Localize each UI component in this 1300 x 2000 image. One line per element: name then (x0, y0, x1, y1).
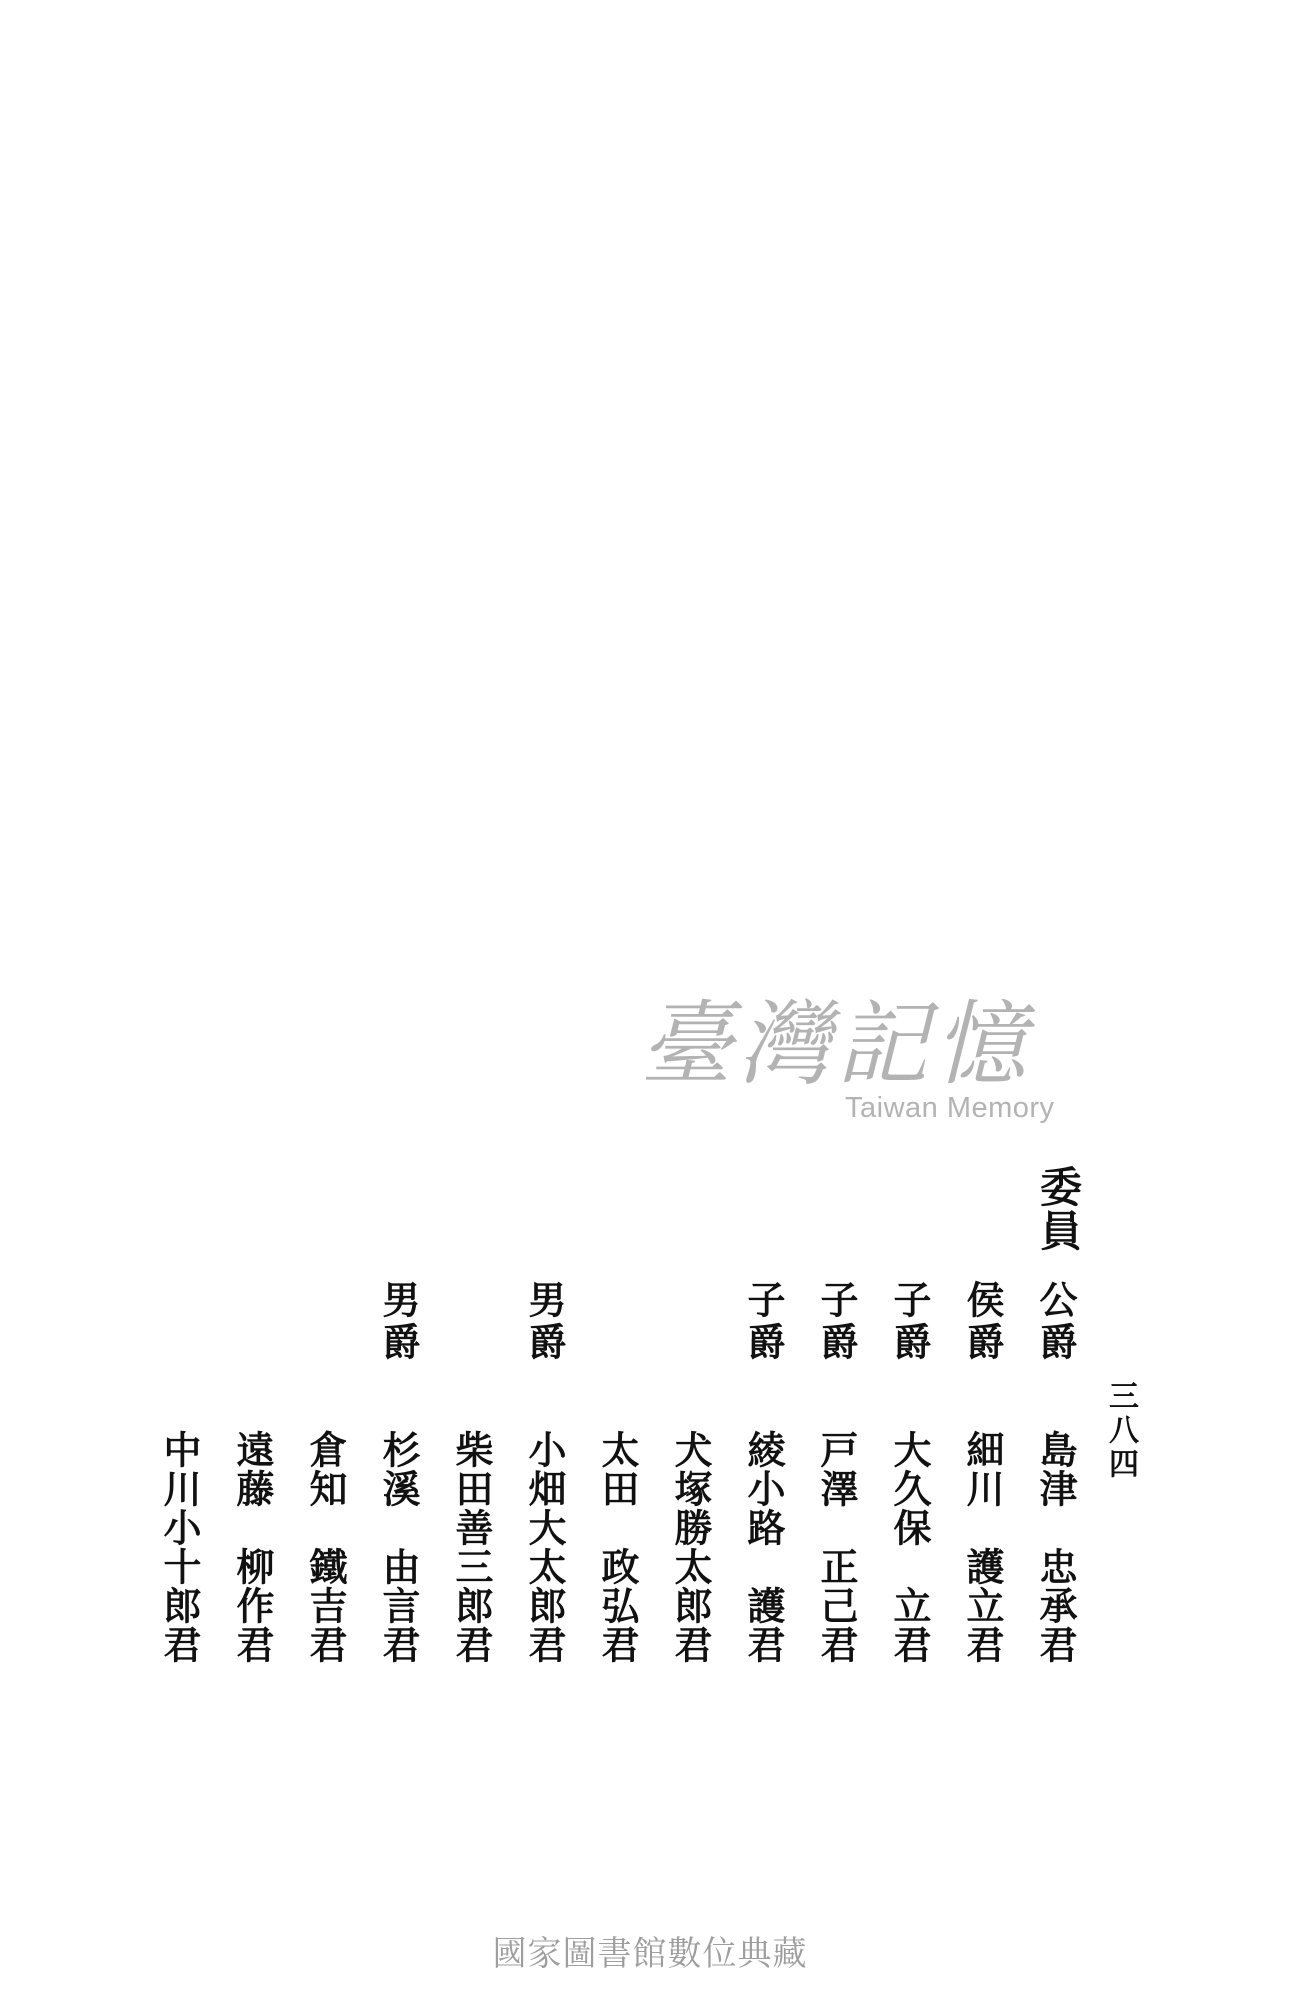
member-name: 小畑大太郎君 (522, 1430, 567, 1664)
member-name: 綾小路 護君 (741, 1430, 786, 1664)
rank-title: 侯爵 (960, 1280, 1005, 1364)
member-name: 遠藤 柳作君 (230, 1430, 275, 1664)
rank-title: 子爵 (814, 1280, 859, 1364)
taiwan-memory-watermark (640, 990, 1070, 1140)
rank-title: 男爵 (376, 1280, 421, 1364)
member-name: 島津 忠承君 (1033, 1430, 1078, 1664)
watermark-cjk-text: 臺灣記憶 (640, 991, 1033, 1098)
footer-credit: 國家圖書館數位典藏 (492, 1934, 808, 1974)
member-name: 細川 護立君 (960, 1430, 1005, 1664)
member-name: 戸澤 正己君 (814, 1430, 859, 1664)
rank-title: 子爵 (887, 1280, 932, 1364)
member-name: 倉知 鐵吉君 (303, 1430, 348, 1664)
member-name: 杉溪 由言君 (376, 1430, 421, 1664)
rank-title: 子爵 (741, 1280, 786, 1364)
member-name: 柴田善三郎君 (449, 1430, 494, 1664)
member-name: 中川小十郎君 (157, 1430, 202, 1664)
member-name: 大久保 立君 (887, 1430, 932, 1664)
watermark-latin-text: Taiwan Memory (845, 1092, 1055, 1124)
page-heading: 委員 (1034, 1165, 1083, 1253)
page-number: 三八四 (1103, 1380, 1138, 1482)
rank-title: 男爵 (522, 1280, 567, 1364)
member-name: 太田 政弘君 (595, 1430, 640, 1664)
member-name: 犬塚勝太郎君 (668, 1430, 713, 1664)
rank-title: 公爵 (1033, 1280, 1078, 1364)
